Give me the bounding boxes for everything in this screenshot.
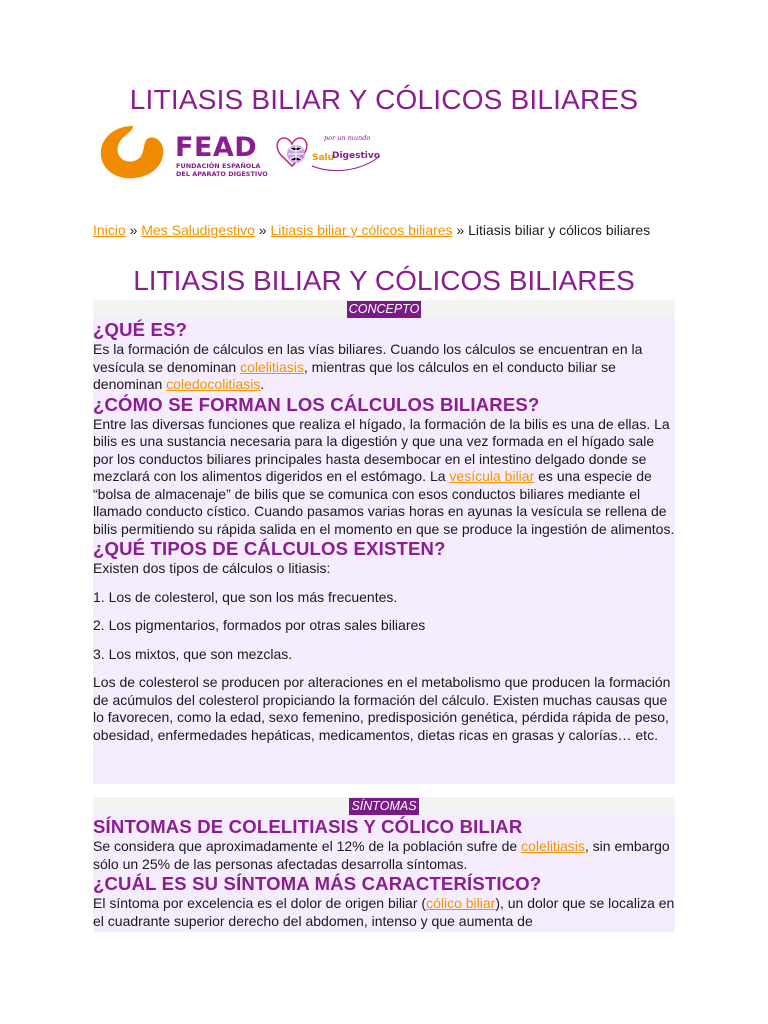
fead-logo-subtitle	[176, 162, 276, 178]
breadcrumb-sep: »	[456, 222, 465, 238]
breadcrumb-inicio[interactable]: Inicio	[93, 222, 126, 238]
saludigestivo-logo	[272, 128, 387, 180]
text-segment: ), un dolor que se localiza en el cuadrante superior derecho del abdomen, intenso y que aumenta de	[93, 895, 675, 929]
fead-sub-line-2: DEL APARATO DIGESTIVO	[176, 170, 268, 178]
list-item: 3. Los mixtos, que son mezclas.	[93, 645, 293, 662]
page-title: LITIASIS BILIAR Y CÓLICOS BILIARES	[129, 84, 639, 115]
heading-tipos-calculos: ¿QUÉ TIPOS DE CÁLCULOS EXISTEN?	[93, 538, 446, 559]
breadcrumb	[93, 222, 673, 239]
paragraph-sintoma-caracteristico	[93, 895, 675, 930]
partner-logo-word-1: Salu	[312, 153, 335, 163]
partner-logo-word-2: Digestivo	[332, 151, 380, 161]
paragraph-colesterol: Los de colesterol se producen por alteraciones en el metabolismo que producen la formación de acúmulos del colesterol propiciando la formación del cálculo. Existen muchas causas que lo favorecen, como la edad, sexo femenino, predisposición genética, pérdida rápida de peso, obesidad, enfermedades hepáticas, medicamentos, dietas ricas en grasas y calorías… etc.	[93, 674, 671, 743]
fead-logo-text: FEAD	[175, 132, 258, 163]
list-item: 2. Los pigmentarios, formados por otras sales biliares	[93, 617, 426, 633]
breadcrumb-current: Litiasis biliar y cólicos biliares	[468, 222, 651, 238]
section-concepto-tag: CONCEPTO	[348, 302, 420, 316]
text-segment: Es la formación de cálculos en las vías biliares. Cuando los cálculos se encuentran en la vesícula se denominan	[93, 341, 643, 375]
link-colelitiasis-2[interactable]: colelitiasis	[521, 838, 585, 854]
breadcrumb-sep: »	[258, 222, 267, 238]
text-segment: .	[260, 376, 265, 392]
text-segment: Se considera que aproximadamente el 12% de la población sufre de	[93, 838, 522, 854]
fead-sub-line-1: FUNDACIÓN ESPAÑOLA	[176, 162, 261, 170]
link-colelitiasis[interactable]: colelitiasis	[240, 358, 304, 375]
heading-que-es: ¿QUÉ ES?	[93, 319, 188, 340]
breadcrumb-sep: »	[129, 222, 138, 238]
fead-logo-icon	[97, 122, 169, 182]
section-sintomas-tag: SÍNTOMAS	[351, 799, 417, 813]
link-colico-biliar[interactable]: cólico biliar	[426, 895, 496, 911]
paragraph-tipos-intro: Existen dos tipos de cálculos o litiasis:	[93, 560, 331, 576]
heading-sintoma-caracteristico: ¿CUÁL ES SU SÍNTOMA MÁS CARACTERÍSTICO?	[93, 873, 542, 894]
section-sintomas	[93, 797, 675, 932]
link-coledocolitiasis[interactable]: coledocolitiasis	[166, 376, 261, 392]
text-segment: , mientras que los cálculos en el conducto biliar se denominan	[93, 358, 616, 392]
text-segment: , sin embargo sólo un 25% de las personas afectadas desarrolla síntomas.	[93, 838, 670, 872]
section-concepto-bar	[93, 300, 675, 317]
link-vesicula-biliar[interactable]: vesícula biliar	[449, 468, 535, 484]
partner-tagline: por un mundo	[324, 134, 371, 142]
article-title: LITIASIS BILIAR Y CÓLICOS BILIARES	[133, 265, 635, 296]
text-segment: es una especie de “bolsa de almacenaje” de bilis que se comunica con esos conductos biliares mediante el llamado conducto cístico. Cuando pasamos varias horas en ayunas la vesícula se rellena de bilis permitiendo su rápida salida en el momento en que se produce la ingestión de alimentos.	[93, 468, 675, 537]
breadcrumb-litiasis[interactable]: Litiasis biliar y cólicos biliares	[270, 222, 453, 238]
header-logos	[97, 120, 397, 184]
section-concepto	[93, 300, 675, 784]
heading-sintomas: SÍNTOMAS DE COLELITIASIS Y CÓLICO BILIAR	[93, 816, 523, 837]
heading-como-se-forman: ¿CÓMO SE FORMAN LOS CÁLCULOS BILIARES?	[93, 393, 540, 415]
paragraph-como-se-forman	[93, 416, 675, 539]
breadcrumb-mes-saludigestivo[interactable]: Mes Saludigestivo	[141, 222, 255, 238]
list-item: 1. Los de colesterol, que son los más frecuentes.	[93, 588, 398, 605]
text-segment: Entre las diversas funciones que realiza el hígado, la formación de la bilis es una de ellas. La bilis es una sustancia necesaria para la digestión y que una vez formada en el hígado sale por los conductos biliares principales hasta desembocar en el intestino delgado donde se mezclará con los alimentos digeridos en el estómago. La	[93, 415, 670, 484]
paragraph-sintomas	[93, 838, 675, 873]
paragraph-que-es	[93, 341, 675, 394]
text-segment: El síntoma por excelencia es el dolor de origen biliar (	[93, 895, 427, 911]
section-sintomas-bar	[93, 797, 675, 814]
